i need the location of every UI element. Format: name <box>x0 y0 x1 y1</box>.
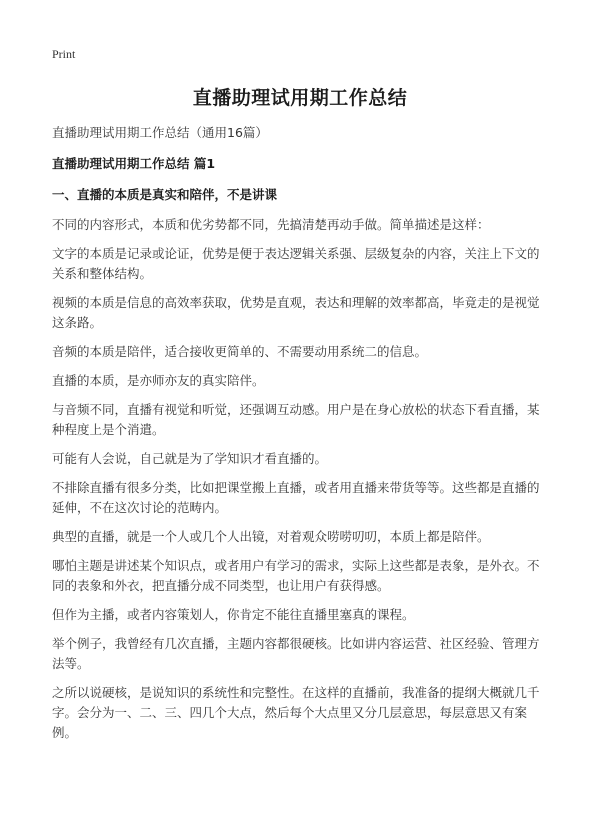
paragraph: 之所以说硬核，是说知识的系统性和完整性。在这样的直播前，我准备的提纲大概就几千字。会分为一、二、三、四几个大点，然后每个大点里又分几层意思，每层意思又有案例。 <box>52 685 540 740</box>
paragraph: 可能有人会说，自己就是为了学知识才看直播的。 <box>52 451 328 466</box>
paragraph: 举个例子，我曾经有几次直播，主题内容都很硬核。比如讲内容运营、社区经验、管理方法等。 <box>52 636 540 671</box>
paragraph: 视频的本质是信息的高效率获取，优势是直观，表达和理解的效率都高，毕竟走的是视觉这条路。 <box>52 295 540 330</box>
print-label: Print <box>52 47 76 61</box>
section-heading: 一、直播的本质是真实和陪伴，不是讲课 <box>52 187 278 202</box>
document-title: 直播助理试用期工作总结 <box>192 87 408 109</box>
document-subtitle: 直播助理试用期工作总结（通用16篇） <box>52 125 268 140</box>
paragraph: 不排除直播有很多分类，比如把课堂搬上直播，或者用直播来带货等等。这些都是直播的延伸，不在这次讨论的范畴内。 <box>52 480 540 515</box>
article-heading: 直播助理试用期工作总结 篇1 <box>52 156 216 171</box>
paragraph: 不同的内容形式，本质和优劣势都不同，先搞清楚再动手做。简单描述是这样： <box>52 217 490 232</box>
paragraph: 典型的直播，就是一个人或几个人出镜，对着观众唠唠叨叨，本质上都是陪伴。 <box>52 529 490 544</box>
paragraph: 文字的本质是记录或论证，优势是便于表达逻辑关系强、层级复杂的内容，关注上下文的关系和整体结构。 <box>52 246 540 281</box>
paragraph: 音频的本质是陪伴，适合接收更简单的、不需要动用系统二的信息。 <box>52 344 428 359</box>
paragraph: 但作为主播，或者内容策划人，你肯定不能往直播里塞真的课程。 <box>52 607 415 622</box>
paragraph: 哪怕主题是讲述某个知识点，或者用户有学习的需求，实际上这些都是表象，是外衣。不同的表象和外衣，把直播分成不同类型，也让用户有获得感。 <box>52 558 540 593</box>
paragraph: 直播的本质，是亦师亦友的真实陪伴。 <box>52 373 265 388</box>
paragraph: 与音频不同，直播有视觉和听觉，还强调互动感。用户是在身心放松的状态下看直播，某种程度上是个消遣。 <box>52 402 540 437</box>
